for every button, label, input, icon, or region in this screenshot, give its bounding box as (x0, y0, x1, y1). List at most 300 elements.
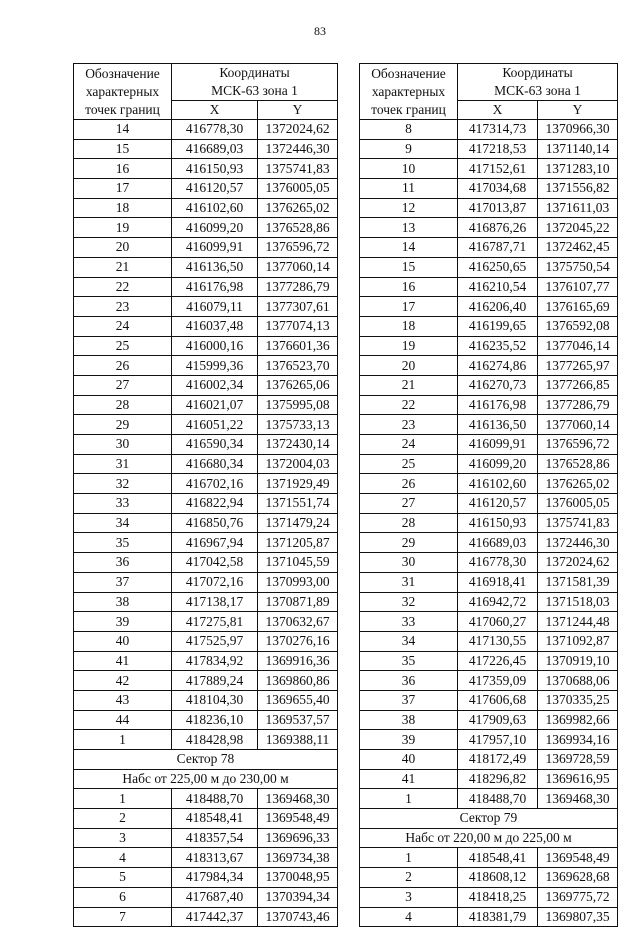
x-coordinate-cell: 418548,41 (172, 809, 258, 829)
height-range-note: Набс от 220,00 м до 225,00 м (360, 828, 618, 848)
y-coordinate-cell: 1371479,24 (258, 513, 338, 533)
table-row (360, 710, 618, 730)
x-coordinate-cell: 416876,26 (458, 218, 538, 238)
y-coordinate-cell: 1369548,49 (538, 848, 618, 868)
y-coordinate-cell: 1376005,05 (258, 179, 338, 199)
point-number-cell: 19 (360, 336, 458, 356)
table-row (74, 907, 338, 927)
x-coordinate-cell: 416822,94 (172, 494, 258, 514)
point-number-cell: 20 (74, 238, 172, 258)
point-number-cell: 24 (360, 435, 458, 455)
table-row (74, 297, 338, 317)
table-row (360, 848, 618, 868)
table-row (360, 139, 618, 159)
header-points-label (74, 64, 172, 120)
y-coordinate-cell: 1371929,49 (258, 474, 338, 494)
x-coordinate-cell: 417314,73 (458, 120, 538, 140)
y-coordinate-cell: 1377266,85 (538, 375, 618, 395)
point-number-cell: 27 (360, 494, 458, 514)
x-coordinate-cell: 416120,57 (172, 179, 258, 199)
point-number-cell: 18 (74, 198, 172, 218)
x-coordinate-cell: 418488,70 (172, 789, 258, 809)
table-body-right (360, 120, 618, 927)
header-x: X (458, 101, 538, 120)
table-row (74, 809, 338, 829)
table-row (360, 316, 618, 336)
y-coordinate-cell: 1371581,39 (538, 572, 618, 592)
y-coordinate-cell: 1376592,08 (538, 316, 618, 336)
x-coordinate-cell: 416099,20 (172, 218, 258, 238)
y-coordinate-cell: 1371045,59 (258, 553, 338, 573)
y-coordinate-cell: 1375750,54 (538, 257, 618, 277)
x-coordinate-cell: 416210,54 (458, 277, 538, 297)
header-coordinates-line: МСК-63 зона 1 (494, 83, 581, 98)
table-row (74, 316, 338, 336)
x-coordinate-cell: 416000,16 (172, 336, 258, 356)
point-number-cell: 15 (360, 257, 458, 277)
point-number-cell: 5 (74, 868, 172, 888)
point-number-cell: 42 (74, 671, 172, 691)
point-number-cell: 31 (360, 572, 458, 592)
header-coordinates (172, 64, 338, 101)
y-coordinate-cell: 1371556,82 (538, 179, 618, 199)
y-coordinate-cell: 1370632,67 (258, 612, 338, 632)
point-number-cell: 40 (74, 631, 172, 651)
x-coordinate-cell: 417042,58 (172, 553, 258, 573)
y-coordinate-cell: 1376265,02 (258, 198, 338, 218)
y-coordinate-cell: 1377060,14 (538, 415, 618, 435)
y-coordinate-cell: 1371518,03 (538, 592, 618, 612)
y-coordinate-cell: 1376601,36 (258, 336, 338, 356)
header-x: X (172, 101, 258, 120)
table-row (360, 415, 618, 435)
point-number-cell: 28 (360, 513, 458, 533)
y-coordinate-cell: 1377046,14 (538, 336, 618, 356)
header-coordinates-line: Координаты (219, 65, 290, 80)
point-number-cell: 43 (74, 690, 172, 710)
point-number-cell: 16 (74, 159, 172, 179)
x-coordinate-cell: 416778,30 (172, 120, 258, 140)
header-points-line: характерных (85, 83, 160, 99)
x-coordinate-cell: 417060,27 (458, 612, 538, 632)
y-coordinate-cell: 1369775,72 (538, 887, 618, 907)
x-coordinate-cell: 418172,49 (458, 750, 538, 770)
table-row (74, 848, 338, 868)
y-coordinate-cell: 1372004,03 (258, 454, 338, 474)
y-coordinate-cell: 1370966,30 (538, 120, 618, 140)
point-number-cell: 15 (74, 139, 172, 159)
y-coordinate-cell: 1377265,97 (538, 356, 618, 376)
point-number-cell: 35 (74, 533, 172, 553)
point-number-cell: 27 (74, 375, 172, 395)
point-number-cell: 10 (360, 159, 458, 179)
point-number-cell: 38 (360, 710, 458, 730)
x-coordinate-cell: 416102,60 (172, 198, 258, 218)
point-number-cell: 25 (74, 336, 172, 356)
table-row (360, 336, 618, 356)
x-coordinate-cell: 417130,55 (458, 631, 538, 651)
x-coordinate-cell: 417218,53 (458, 139, 538, 159)
y-coordinate-cell: 1369696,33 (258, 828, 338, 848)
table-row (74, 887, 338, 907)
x-coordinate-cell: 416099,91 (458, 435, 538, 455)
point-number-cell: 37 (74, 572, 172, 592)
coordinates-table-right (359, 63, 618, 927)
table-row (360, 730, 618, 750)
x-coordinate-cell: 416051,22 (172, 415, 258, 435)
y-coordinate-cell: 1370993,00 (258, 572, 338, 592)
header-points-label (360, 64, 458, 120)
point-number-cell: 21 (74, 257, 172, 277)
x-coordinate-cell: 417275,81 (172, 612, 258, 632)
point-number-cell: 22 (74, 277, 172, 297)
table-row (74, 789, 338, 809)
point-number-cell: 8 (360, 120, 458, 140)
x-coordinate-cell: 417226,45 (458, 651, 538, 671)
x-coordinate-cell: 416680,34 (172, 454, 258, 474)
y-coordinate-cell: 1370871,89 (258, 592, 338, 612)
table-row (74, 730, 338, 750)
y-coordinate-cell: 1375733,13 (258, 415, 338, 435)
y-coordinate-cell: 1369734,38 (258, 848, 338, 868)
y-coordinate-cell: 1377060,14 (258, 257, 338, 277)
point-number-cell: 28 (74, 395, 172, 415)
height-range-note: Набс от 225,00 м до 230,00 м (74, 769, 338, 789)
table-row (74, 710, 338, 730)
header-coordinates (458, 64, 618, 101)
x-coordinate-cell: 416850,76 (172, 513, 258, 533)
x-coordinate-cell: 417442,37 (172, 907, 258, 927)
y-coordinate-cell: 1370394,34 (258, 887, 338, 907)
y-coordinate-cell: 1369616,95 (538, 769, 618, 789)
x-coordinate-cell: 416099,20 (458, 454, 538, 474)
x-coordinate-cell: 416150,93 (172, 159, 258, 179)
point-number-cell: 17 (74, 179, 172, 199)
table-row (360, 159, 618, 179)
y-coordinate-cell: 1371244,48 (538, 612, 618, 632)
x-coordinate-cell: 416250,65 (458, 257, 538, 277)
header-coordinates-line: Координаты (502, 65, 573, 80)
point-number-cell: 36 (74, 553, 172, 573)
table-row (360, 750, 618, 770)
point-number-cell: 4 (360, 907, 458, 927)
table-row (74, 494, 338, 514)
x-coordinate-cell: 415999,36 (172, 356, 258, 376)
x-coordinate-cell: 416235,52 (458, 336, 538, 356)
x-coordinate-cell: 416206,40 (458, 297, 538, 317)
point-number-cell: 13 (360, 218, 458, 238)
x-coordinate-cell: 417834,92 (172, 651, 258, 671)
point-number-cell: 32 (360, 592, 458, 612)
point-number-cell: 41 (360, 769, 458, 789)
y-coordinate-cell: 1369982,66 (538, 710, 618, 730)
table-row (74, 120, 338, 140)
table-row (360, 435, 618, 455)
point-number-cell: 16 (360, 277, 458, 297)
x-coordinate-cell: 416274,86 (458, 356, 538, 376)
x-coordinate-cell: 417525,97 (172, 631, 258, 651)
x-coordinate-cell: 416176,98 (172, 277, 258, 297)
x-coordinate-cell: 417072,16 (172, 572, 258, 592)
x-coordinate-cell: 418548,41 (458, 848, 538, 868)
table-row (74, 533, 338, 553)
table-row (360, 356, 618, 376)
x-coordinate-cell: 417606,68 (458, 690, 538, 710)
point-number-cell: 30 (74, 435, 172, 455)
table-row (360, 179, 618, 199)
x-coordinate-cell: 416787,71 (458, 238, 538, 258)
point-number-cell: 32 (74, 474, 172, 494)
point-number-cell: 33 (360, 612, 458, 632)
table-row (74, 612, 338, 632)
point-number-cell: 22 (360, 395, 458, 415)
point-number-cell: 3 (360, 887, 458, 907)
y-coordinate-cell: 1371283,10 (538, 159, 618, 179)
point-number-cell: 23 (74, 297, 172, 317)
point-number-cell: 11 (360, 179, 458, 199)
x-coordinate-cell: 417138,17 (172, 592, 258, 612)
point-number-cell: 9 (360, 139, 458, 159)
x-coordinate-cell: 416702,16 (172, 474, 258, 494)
point-number-cell: 1 (360, 789, 458, 809)
x-coordinate-cell: 416689,03 (172, 139, 258, 159)
table-row (360, 395, 618, 415)
y-coordinate-cell: 1371140,14 (538, 139, 618, 159)
y-coordinate-cell: 1376165,69 (538, 297, 618, 317)
table-row (74, 159, 338, 179)
table-row (360, 454, 618, 474)
table-row (360, 120, 618, 140)
header-points-line: характерных (371, 83, 446, 99)
x-coordinate-cell: 416037,48 (172, 316, 258, 336)
table-row (360, 631, 618, 651)
table-row (360, 887, 618, 907)
point-number-cell: 29 (74, 415, 172, 435)
y-coordinate-cell: 1376005,05 (538, 494, 618, 514)
table-row (74, 454, 338, 474)
table-row (74, 198, 338, 218)
point-number-cell: 34 (360, 631, 458, 651)
x-coordinate-cell: 418608,12 (458, 868, 538, 888)
x-coordinate-cell: 417152,61 (458, 159, 538, 179)
table-row (360, 277, 618, 297)
y-coordinate-cell: 1369934,16 (538, 730, 618, 750)
table-row (360, 513, 618, 533)
x-coordinate-cell: 417034,68 (458, 179, 538, 199)
x-coordinate-cell: 417957,10 (458, 730, 538, 750)
table-row (74, 868, 338, 888)
x-coordinate-cell: 416689,03 (458, 533, 538, 553)
y-coordinate-cell: 1372430,14 (258, 435, 338, 455)
y-coordinate-cell: 1369860,86 (258, 671, 338, 691)
table-row (360, 494, 618, 514)
table-row (360, 238, 618, 258)
y-coordinate-cell: 1375995,08 (258, 395, 338, 415)
x-coordinate-cell: 416270,73 (458, 375, 538, 395)
point-number-cell: 2 (74, 809, 172, 829)
point-number-cell: 25 (360, 454, 458, 474)
y-coordinate-cell: 1371611,03 (538, 198, 618, 218)
table-body-left (74, 120, 338, 927)
table-row (360, 868, 618, 888)
y-coordinate-cell: 1371205,87 (258, 533, 338, 553)
height-range-row (74, 769, 338, 789)
y-coordinate-cell: 1370688,06 (538, 671, 618, 691)
table-row (74, 572, 338, 592)
table-row (74, 513, 338, 533)
y-coordinate-cell: 1377286,79 (258, 277, 338, 297)
point-number-cell: 7 (74, 907, 172, 927)
y-coordinate-cell: 1370276,16 (258, 631, 338, 651)
point-number-cell: 29 (360, 533, 458, 553)
x-coordinate-cell: 417687,40 (172, 887, 258, 907)
table-row (74, 356, 338, 376)
x-coordinate-cell: 416590,34 (172, 435, 258, 455)
table-row (360, 769, 618, 789)
y-coordinate-cell: 1376528,86 (538, 454, 618, 474)
table-row (74, 139, 338, 159)
y-coordinate-cell: 1376265,06 (258, 375, 338, 395)
point-number-cell: 1 (360, 848, 458, 868)
table-row (74, 631, 338, 651)
point-number-cell: 1 (74, 789, 172, 809)
table-row (74, 218, 338, 238)
y-coordinate-cell: 1372024,62 (538, 553, 618, 573)
y-coordinate-cell: 1376265,02 (538, 474, 618, 494)
x-coordinate-cell: 417359,09 (458, 671, 538, 691)
table-row (360, 651, 618, 671)
table-row (74, 238, 338, 258)
table-row (74, 592, 338, 612)
sector-row (360, 809, 618, 829)
y-coordinate-cell: 1376523,70 (258, 356, 338, 376)
coordinates-table-left (73, 63, 338, 927)
header-points-line: Обозначение (85, 65, 160, 81)
table-row (360, 671, 618, 691)
y-coordinate-cell: 1369655,40 (258, 690, 338, 710)
header-coordinates-line: МСК-63 зона 1 (211, 83, 298, 98)
table-row (74, 671, 338, 691)
y-coordinate-cell: 1369807,35 (538, 907, 618, 927)
point-number-cell: 1 (74, 730, 172, 750)
table-row (360, 474, 618, 494)
table-row (360, 297, 618, 317)
y-coordinate-cell: 1369628,68 (538, 868, 618, 888)
point-number-cell: 39 (360, 730, 458, 750)
y-coordinate-cell: 1376596,72 (538, 435, 618, 455)
y-coordinate-cell: 1369388,11 (258, 730, 338, 750)
y-coordinate-cell: 1372045,22 (538, 218, 618, 238)
point-number-cell: 2 (360, 868, 458, 888)
point-number-cell: 12 (360, 198, 458, 218)
table-row (74, 179, 338, 199)
x-coordinate-cell: 417013,87 (458, 198, 538, 218)
point-number-cell: 44 (74, 710, 172, 730)
x-coordinate-cell: 418381,79 (458, 907, 538, 927)
point-number-cell: 40 (360, 750, 458, 770)
point-number-cell: 38 (74, 592, 172, 612)
y-coordinate-cell: 1376107,77 (538, 277, 618, 297)
x-coordinate-cell: 417889,24 (172, 671, 258, 691)
y-coordinate-cell: 1376528,86 (258, 218, 338, 238)
y-coordinate-cell: 1372024,62 (258, 120, 338, 140)
x-coordinate-cell: 416021,07 (172, 395, 258, 415)
table-row (360, 218, 618, 238)
y-coordinate-cell: 1376596,72 (258, 238, 338, 258)
x-coordinate-cell: 416120,57 (458, 494, 538, 514)
x-coordinate-cell: 416099,91 (172, 238, 258, 258)
point-number-cell: 26 (360, 474, 458, 494)
y-coordinate-cell: 1372446,30 (538, 533, 618, 553)
x-coordinate-cell: 417909,63 (458, 710, 538, 730)
table-row (360, 592, 618, 612)
table-row (360, 533, 618, 553)
sector-row (74, 750, 338, 770)
y-coordinate-cell: 1369548,49 (258, 809, 338, 829)
y-coordinate-cell: 1375741,83 (258, 159, 338, 179)
table-row (360, 257, 618, 277)
x-coordinate-cell: 416778,30 (458, 553, 538, 573)
table-row (74, 435, 338, 455)
point-number-cell: 39 (74, 612, 172, 632)
table-row (74, 474, 338, 494)
header-y: Y (538, 101, 618, 120)
table-row (360, 375, 618, 395)
table-row (74, 257, 338, 277)
point-number-cell: 3 (74, 828, 172, 848)
table-row (360, 198, 618, 218)
x-coordinate-cell: 416942,72 (458, 592, 538, 612)
x-coordinate-cell: 418357,54 (172, 828, 258, 848)
point-number-cell: 31 (74, 454, 172, 474)
x-coordinate-cell: 416918,41 (458, 572, 538, 592)
x-coordinate-cell: 418418,25 (458, 887, 538, 907)
sector-title: Сектор 79 (360, 809, 618, 829)
point-number-cell: 30 (360, 553, 458, 573)
y-coordinate-cell: 1369728,59 (538, 750, 618, 770)
table-row (360, 572, 618, 592)
x-coordinate-cell: 416079,11 (172, 297, 258, 317)
table-row (74, 375, 338, 395)
table-row (360, 907, 618, 927)
table-row (74, 336, 338, 356)
header-y: Y (258, 101, 338, 120)
header-points-line: Обозначение (371, 65, 446, 81)
point-number-cell: 34 (74, 513, 172, 533)
y-coordinate-cell: 1370919,10 (538, 651, 618, 671)
y-coordinate-cell: 1371092,87 (538, 631, 618, 651)
y-coordinate-cell: 1369468,30 (538, 789, 618, 809)
point-number-cell: 24 (74, 316, 172, 336)
x-coordinate-cell: 418104,30 (172, 690, 258, 710)
table-row (360, 789, 618, 809)
y-coordinate-cell: 1370743,46 (258, 907, 338, 927)
point-number-cell: 14 (360, 238, 458, 258)
point-number-cell: 41 (74, 651, 172, 671)
header-points-line: точек границ (371, 101, 446, 117)
x-coordinate-cell: 416136,50 (172, 257, 258, 277)
x-coordinate-cell: 417984,34 (172, 868, 258, 888)
header-points-line: точек границ (85, 101, 160, 117)
point-number-cell: 20 (360, 356, 458, 376)
x-coordinate-cell: 416102,60 (458, 474, 538, 494)
sector-title: Сектор 78 (74, 750, 338, 770)
y-coordinate-cell: 1370048,95 (258, 868, 338, 888)
table-row (74, 651, 338, 671)
point-number-cell: 19 (74, 218, 172, 238)
page-number: 83 (314, 24, 326, 38)
x-coordinate-cell: 416199,65 (458, 316, 538, 336)
